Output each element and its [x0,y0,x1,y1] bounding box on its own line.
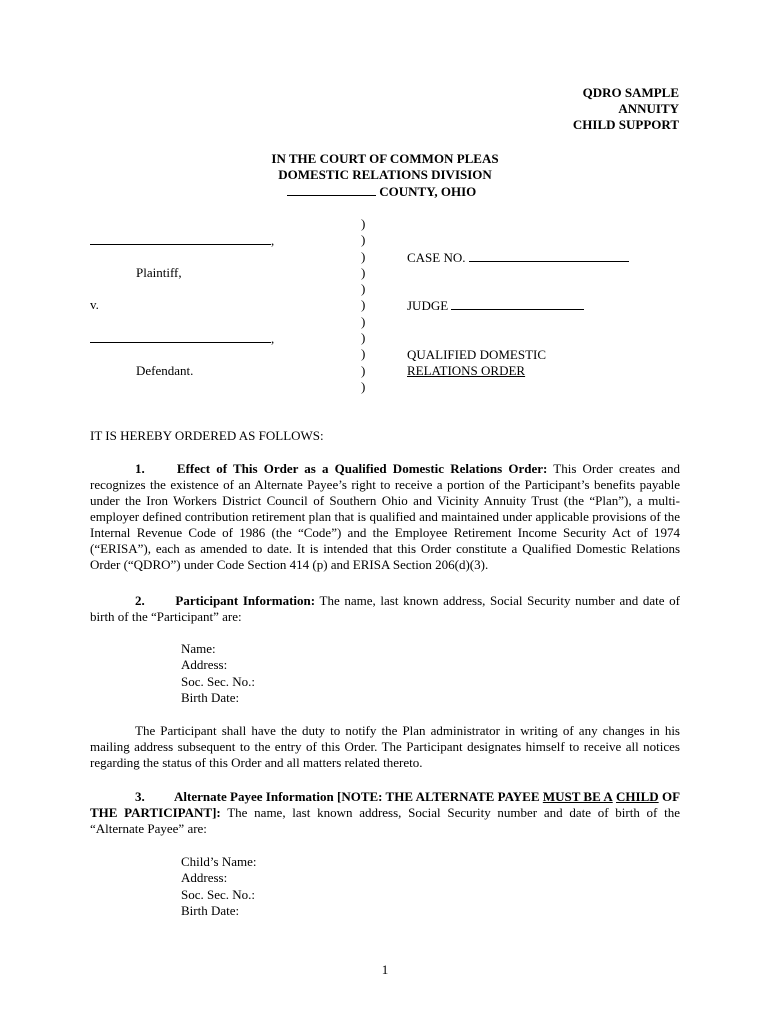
section-3-number: 3. [135,789,145,804]
judge-field [407,297,584,314]
defendant-name-line: , [90,330,274,347]
county-line [287,183,476,200]
court-title-line2: DOMESTIC RELATIONS DIVISION [278,167,492,182]
section-3-heading-child: CHILD [616,789,659,804]
participant-birth-date-field[interactable]: Birth Date: [181,690,240,706]
header-qdro-sample: QDRO SAMPLE [582,85,679,100]
header-child-support: CHILD SUPPORT [572,117,679,132]
plaintiff-label: Plaintiff, [136,265,182,280]
section-2-text: The name, last known address, Social Security number and date of birth of the “Participant” are: [90,593,681,624]
child-name-field[interactable]: Child’s Name: [181,854,257,869]
plaintiff-name-line: , [90,232,274,249]
section-3-heading-must-be-a: MUST BE A [542,789,613,804]
section-2 [90,593,680,625]
county-suffix: COUNTY, OHIO [379,184,477,199]
section-2-heading: Participant Information: [175,593,316,608]
county-blank[interactable] [287,183,376,196]
versus-label: v. [90,297,99,312]
section-1-text: This Order creates and recognizes the existence of an Alternate Payee’s right to receive a portion of the Participant’s benefits payable under the Iron Workers District Council of Southern Ohio and Vicinity Annuity Trust (the “Plan”), a multi-employer defined contribution retirement plan that is qualified and maintained under applicable provisions of the Internal Revenue Code of 1986 (the “Code”) and the Employee Retirement Income Security Act of 1974 (“ERISA”), each as amended to date. It is intended that this Order constitute a Qualified Domestic Relations Order (“QDRO”) under Code Section 414 (p) and ERISA Section 206(d)(3). [90,461,681,572]
ordered-heading: IT IS HEREBY ORDERED AS FOLLOWS: [90,428,324,443]
case-number-blank[interactable] [469,249,629,262]
case-number-field [407,249,629,266]
order-title-line2: RELATIONS ORDER [407,363,526,378]
judge-blank[interactable] [451,297,584,310]
page-number: 1 [381,962,389,977]
participant-address-field[interactable]: Address: [181,657,228,673]
section-1-number: 1. [135,461,145,476]
participant-fields [181,641,255,707]
plaintiff-name-blank[interactable] [90,232,271,245]
section-3 [90,789,680,837]
case-number-label: CASE NO. [407,250,466,265]
section-3-heading-b: OF THE PARTICIPANT]: [90,789,681,820]
caption-parentheses: ) ) ) ) ) ) ) ) ) ) ) [361,216,366,394]
participant-ssn-field[interactable]: Soc. Sec. No.: [181,673,256,689]
header-annuity: ANNUITY [618,101,679,116]
defendant-name-blank[interactable] [90,330,271,343]
order-title-line1: QUALIFIED DOMESTIC [407,347,547,362]
section-1-heading: Effect of This Order as a Qualified Domestic Relations Order: [176,461,548,476]
judge-label: JUDGE [407,298,449,313]
child-address-field[interactable]: Address: [181,870,228,886]
child-ssn-field[interactable]: Soc. Sec. No.: [181,886,256,902]
court-title-line1: IN THE COURT OF COMMON PLEAS [271,151,499,166]
section-3-heading-a: Alternate Payee Information [NOTE: THE ALTERNATE PAYEE [174,789,540,804]
participant-duty-text: The Participant shall have the duty to notify the Plan administrator in writing of any changes in his mailing address subsequent to the entry of this Order. The Participant designates himself to receive all notices regarding the status of this Order and all matters related thereto. [90,723,680,770]
alternate-payee-fields [181,854,256,920]
section-3-text: The name, last known address, Social Security number and date of birth of the “Alternate Payee” are: [90,805,680,836]
participant-duty-paragraph [90,723,680,771]
child-birth-date-field[interactable]: Birth Date: [181,903,240,919]
defendant-label: Defendant. [136,363,194,378]
section-1 [90,461,680,573]
section-2-number: 2. [135,593,145,608]
participant-name-field[interactable]: Name: [181,641,216,656]
